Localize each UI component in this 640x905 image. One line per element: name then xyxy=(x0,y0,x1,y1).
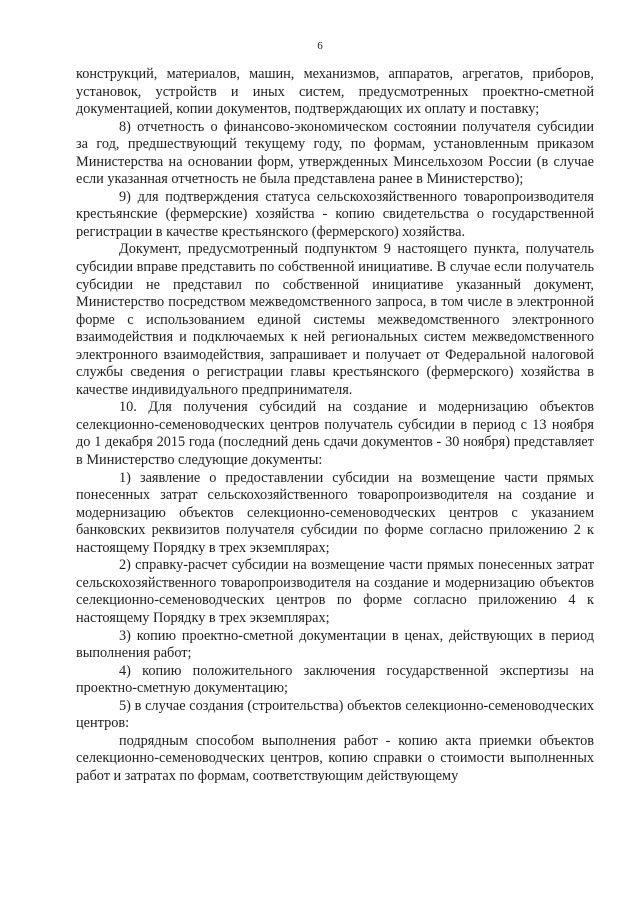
paragraph-item-8-financial-reporting: 8) отчетность о финансово-экономическом состоянии получателя субсидии за год, предшествующий текущему году, по формам, установленным приказом Министерства на основании форм, утвержденных Минсельхозом России (в случае если указанная отчетность не была представлена ранее в Министерство); xyxy=(76,118,594,188)
paragraph-item-2-calculation: 2) справку-расчет субсидии на возмещение части прямых понесенных затрат сельскохозяйственного товаропроизводителя на создание и модернизацию объектов селекционно-семеноводческих центров по форме согласно приложению 4 к настоящему Порядку в трех экземплярах; xyxy=(76,557,594,626)
paragraph-contract-method: подрядным способом выполнения работ - копию акта приемки объектов селекционно-семеноводческих центров, копию справки о стоимости выполненных работ и затратах по формам, соответствующим действующему xyxy=(76,732,594,784)
paragraph-item-4-expertise: 4) копию положительного заключения государственной экспертизы на проектно-сметную документацию; xyxy=(76,662,594,697)
page-number: 6 xyxy=(317,40,323,52)
paragraph-interagency-request: Документ, предусмотренный подпунктом 9 настоящего пункта, получатель субсидии вправе представить по собственной инициативе. В случае если получатель субсидии не представил по собственной инициативе указанный документ, Министерство посредством межведомственного запроса, в том числе в электронной форме с использованием единой системы межведомственного электронного взаимодействия и подключаемых к ней региональных систем межведомственного электронного взаимодействия, запрашивает и получает от Федеральной налоговой службы сведения о регистрации главы крестьянского (фермерского) хозяйства в качестве индивидуального предпринимателя. xyxy=(76,241,594,398)
paragraph-materials-continuation: конструкций, материалов, машин, механизмов, аппаратов, агрегатов, приборов, установок, устройств и иных систем, предусмотренных проектно-сметной документацией, копии документов, подтверждающих их оплату и поставку; xyxy=(76,66,594,118)
paragraph-clause-10: 10. Для получения субсидий на создание и модернизацию объектов селекционно-семеноводческих центров получатель субсидии в период с 13 ноября до 1 декабря 2015 года (последний день сдачи документов - 30 ноября) представляет в Министерство следующие документы: xyxy=(76,399,594,469)
document-body xyxy=(76,66,594,785)
paragraph-item-9-farm-status: 9) для подтверждения статуса сельскохозяйственного товаропроизводителя крестьянские (фермерские) хозяйства - копию свидетельства о государственной регистрации в качестве крестьянского (фермерского) хозяйства. xyxy=(76,188,594,240)
paragraph-item-1-application: 1) заявление о предоставлении субсидии на возмещение части прямых понесенных затрат сельскохозяйственного товаропроизводителя на создание и модернизацию объектов селекционно-семеноводческих центров с указанием банковских реквизитов получателя субсидии по форме согласно приложению 2 к настоящему Порядку в трех экземплярах; xyxy=(76,469,594,556)
paragraph-item-5-construction: 5) в случае создания (строительства) объектов селекционно-семеноводческих центров: xyxy=(76,697,594,732)
paragraph-item-3-design-docs: 3) копию проектно-сметной документации в ценах, действующих в период выполнения работ; xyxy=(76,627,594,662)
